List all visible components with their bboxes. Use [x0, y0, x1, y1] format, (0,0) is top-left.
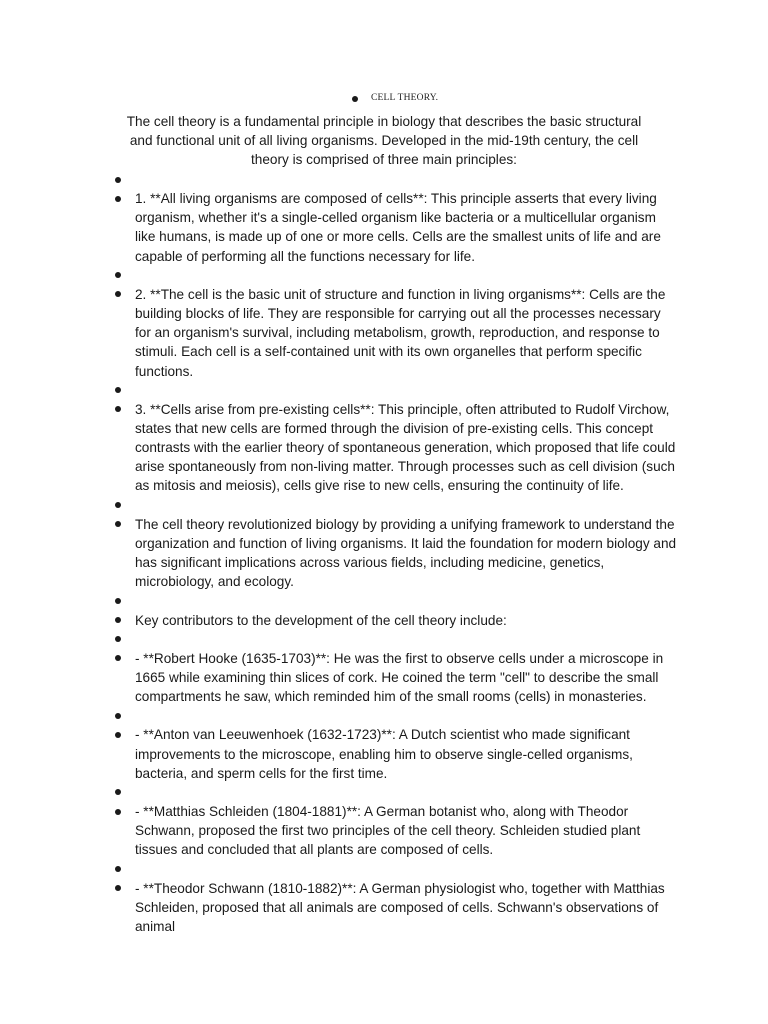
list-item	[0, 266, 768, 285]
list-item	[0, 170, 768, 189]
list-item	[0, 591, 768, 610]
bullet-list	[0, 170, 768, 936]
document-title: CELL THEORY.	[371, 93, 439, 103]
list-item	[0, 381, 768, 400]
list-item	[0, 783, 768, 802]
list-item: Key contributors to the development of the cell theory include:	[0, 611, 768, 630]
list-item: 1. **All living organisms are composed of cells**: This principle asserts that every living organism, whether it's a single-celled organism like bacteria or a multicellular organism like humans, is made up of one or more cells. Cells are the smallest units of life and are capable of performing all the functions necessary for life.	[0, 189, 768, 266]
bullet-icon	[352, 96, 358, 102]
list-item	[0, 496, 768, 515]
list-item	[0, 706, 768, 725]
list-item: The cell theory revolutionized biology by providing a unifying framework to understand the organization and function of living organisms. It laid the foundation for modern biology and has significant implications across various fields, including medicine, genetics, microbiology, and ecology.	[0, 515, 768, 592]
list-item: - **Robert Hooke (1635-1703)**: He was the first to observe cells under a microscope in 1665 while examining thin slices of cork. He coined the term "cell" to describe the small compartments he saw, which reminded him of the small rooms (cells) in monasteries.	[0, 649, 768, 706]
list-item	[0, 860, 768, 879]
list-item: 2. **The cell is the basic unit of structure and function in living organisms**: Cells are the building blocks of life. They are responsible for carrying out all the processes necessary for an organism's survival, including metabolism, growth, reproduction, and response to stimuli. Each cell is a self-contained unit with its own organelles that perform specific functions.	[0, 285, 768, 381]
list-item	[0, 630, 768, 649]
list-item: - **Matthias Schleiden (1804-1881)**: A German botanist who, along with Theodor Schwann, proposed the first two principles of the cell theory. Schleiden studied plant tissues and concluded that all plants are composed of cells.	[0, 802, 768, 859]
title-row	[0, 92, 768, 110]
list-item: 3. **Cells arise from pre-existing cells**: This principle, often attributed to Rudolf Virchow, states that new cells are formed through the division of pre-existing cells. This concept contrasts with the earlier theory of spontaneous generation, which proposed that life could arise spontaneously from non-living matter. Through processes such as cell division (such as mitosis and meiosis), cells give rise to new cells, ensuring the continuity of life.	[0, 400, 768, 496]
list-item: - **Anton van Leeuwenhoek (1632-1723)**: A Dutch scientist who made significant improvements to the microscope, enabling him to observe single-celled organisms, bacteria, and sperm cells for the first time.	[0, 725, 768, 782]
intro-paragraph: The cell theory is a fundamental principle in biology that describes the basic structural and functional unit of all living organisms. Developed in the mid-19th century, the cell theory is comprised of three main principles:	[126, 114, 642, 167]
list-item: - **Theodor Schwann (1810-1882)**: A German physiologist who, together with Matthias Schleiden, proposed that all animals are composed of cells. Schwann's observations of animal	[0, 879, 768, 936]
